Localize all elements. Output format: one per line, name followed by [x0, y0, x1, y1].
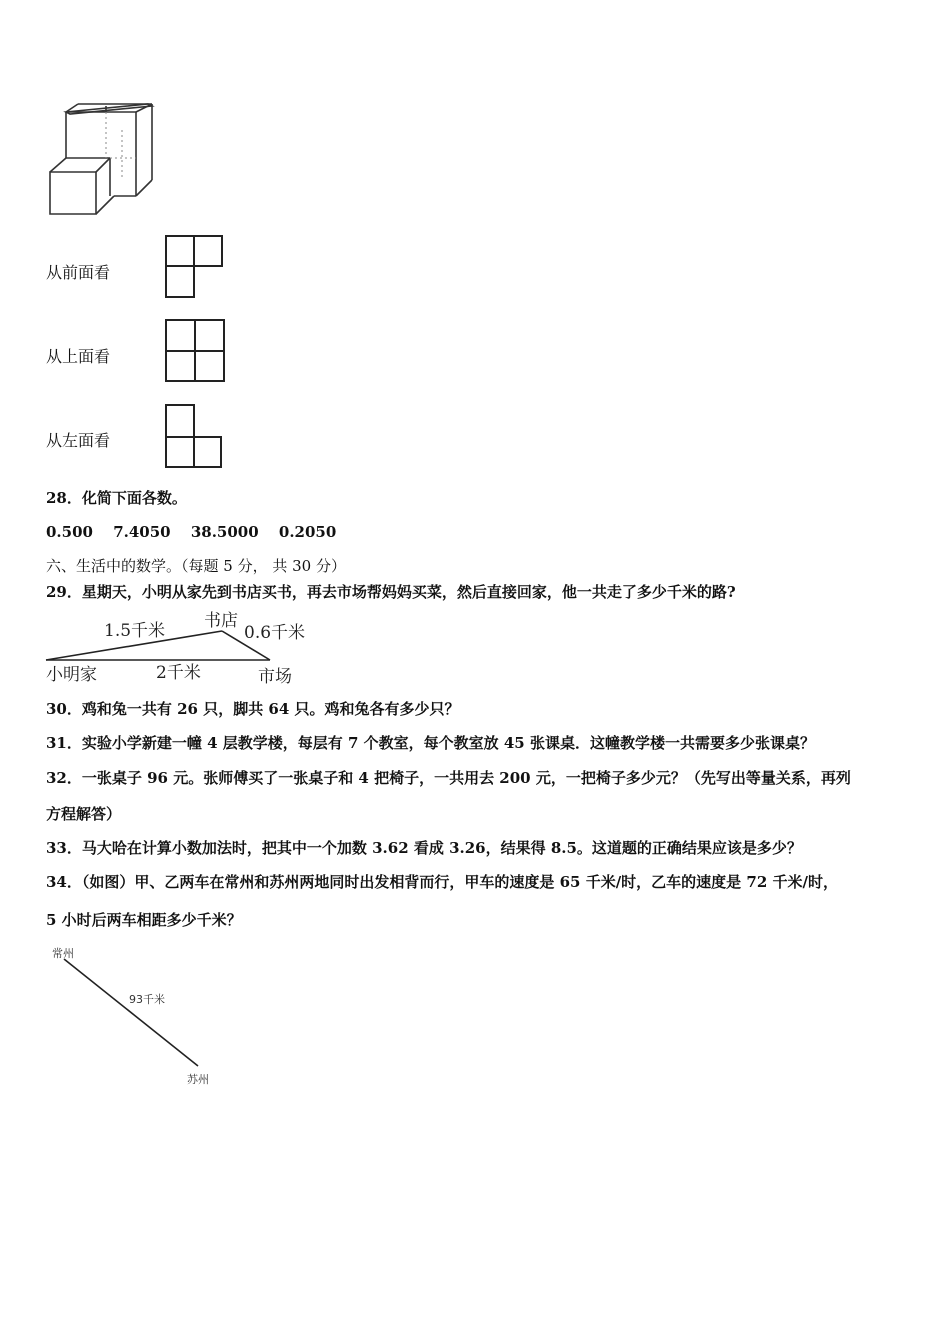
front-view-grid — [164, 234, 226, 300]
q29-route-diagram — [44, 608, 324, 688]
section-6-title: 六、生活中的数学。（每题 5 分， 共 30 分） — [46, 557, 346, 575]
q34-map-diagram — [50, 944, 230, 1089]
changzhou-suzhou-line — [64, 959, 198, 1066]
label-suzhou: 苏州 — [187, 1073, 209, 1086]
label-bookstore: 书店 — [204, 611, 238, 631]
q30-text: 30．鸡和兔一共有 26 只，脚共 64 只。鸡和兔各有多少只？ — [46, 700, 460, 718]
left-view-grid — [164, 403, 226, 471]
top-view-grid — [164, 318, 228, 384]
q28-title: 28．化简下面各数。 — [46, 489, 187, 507]
label-bookstore-market: 0.6千米 — [244, 623, 306, 643]
cube-solid-figure — [44, 100, 159, 220]
front-view-label: 从前面看 — [46, 263, 111, 282]
left-view-label: 从左面看 — [46, 431, 111, 450]
label-changzhou: 常州 — [52, 947, 74, 960]
label-home-market: 2千米 — [156, 663, 201, 683]
label-market: 市场 — [258, 667, 292, 687]
q28-numbers: 0.500 7.4050 38.5000 0.2050 — [46, 523, 337, 541]
q33-text: 33．马大哈在计算小数加法时，把其中一个加数 3.62 看成 3.26，结果得 8.5。这道题的正确结果应该是多少？ — [46, 839, 802, 857]
q32-line2: 方程解答） — [46, 805, 122, 823]
top-view-label: 从上面看 — [46, 347, 111, 366]
q34-line2: 5 小时后两车相距多少千米？ — [46, 911, 242, 929]
q29-text: 29．星期天，小明从家先到书店买书，再去市场帮妈妈买菜，然后直接回家，他一共走了多少千米的路? — [46, 583, 736, 601]
q34-line1: 34．（如图）甲、乙两车在常州和苏州两地同时出发相背而行，甲车的速度是 65 千米/时，乙车的速度是 72 千米/时， — [46, 873, 838, 891]
label-home-bookstore: 1.5千米 — [104, 621, 166, 641]
label-home: 小明家 — [46, 665, 97, 685]
label-distance: 93千米 — [129, 993, 165, 1006]
q32-line1: 32．一张桌子 96 元。张师傅买了一张桌子和 4 把椅子，一共用去 200 元，一把椅子多少元？（先写出等量关系，再列 — [46, 769, 851, 787]
q31-text: 31．实验小学新建一幢 4 层教学楼，每层有 7 个教室，每个教室放 45 张课桌．这幢教学楼一共需要多少张课桌？ — [46, 734, 815, 752]
